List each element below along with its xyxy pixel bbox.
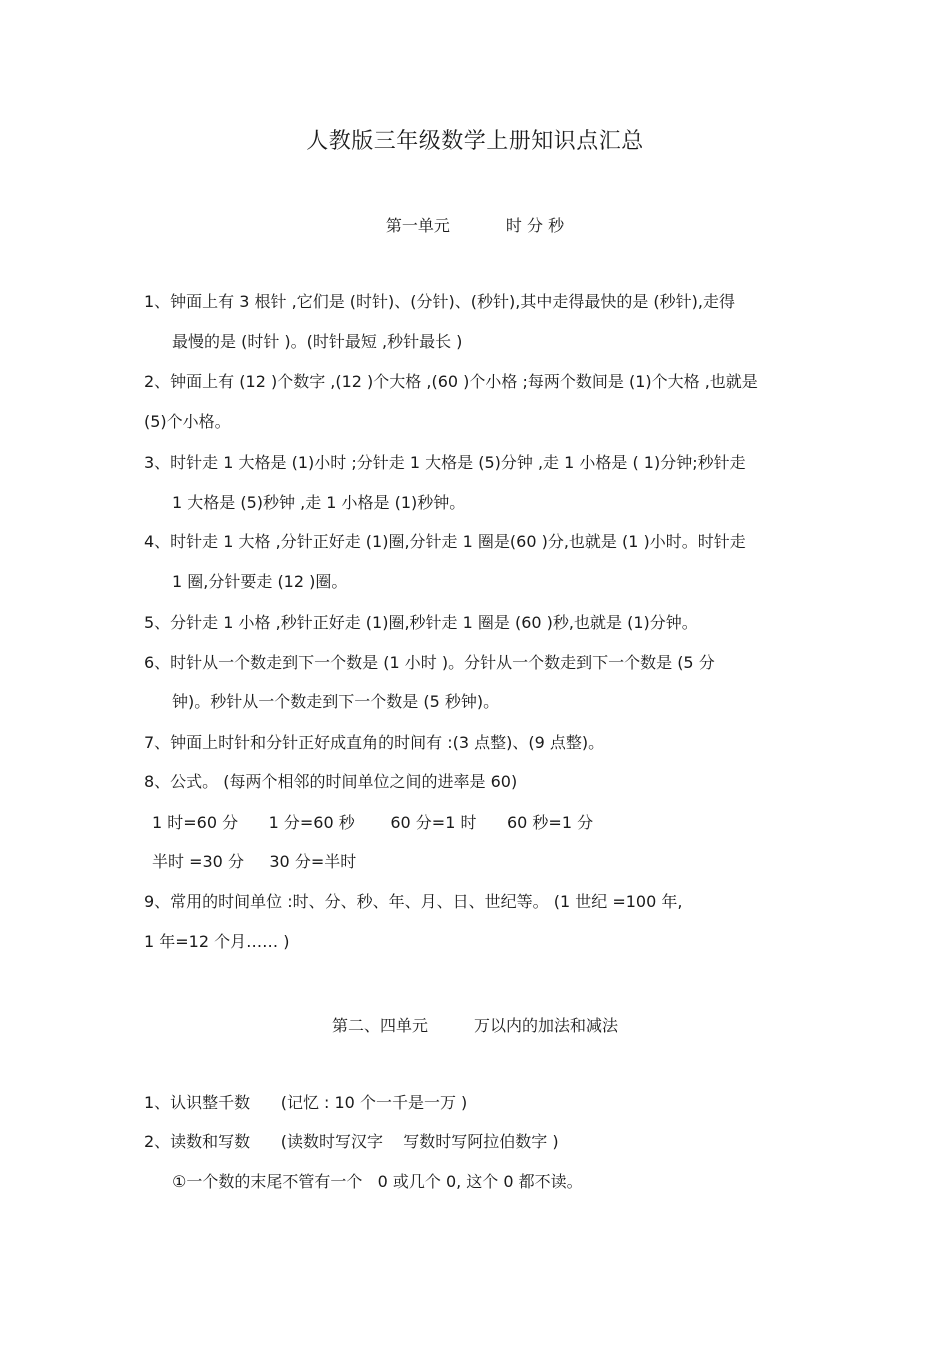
unit2-heading-number: 第二、四单元 bbox=[331, 1016, 428, 1035]
unit1-line: 1、钟面上有 3 根针 ,它们是 (时针)、(分针)、(秒针),其中走得最快的是 (秒针),走得 bbox=[144, 292, 735, 311]
unit2-line: 1、认识整千数 (记忆 : 10 个一千是一万 ) bbox=[144, 1093, 468, 1112]
unit1-formula-line: 半时 =30 分 30 分=半时 bbox=[152, 852, 357, 871]
unit1-line: 4、时针走 1 大格 ,分针正好走 (1)圈,分针走 1 圈是(60 )分,也就是 (1 )小时。时针走 bbox=[144, 532, 746, 551]
unit1-heading-topic: 时 分 秒 bbox=[505, 216, 565, 235]
unit1-line: 1 年=12 个月…… ) bbox=[144, 932, 290, 951]
unit1-line: 7、钟面上时针和分针正好成直角的时间有 :(3 点整)、(9 点整)。 bbox=[144, 733, 605, 752]
unit2-line: 2、读数和写数 (读数时写汉字 写数时写阿拉伯数字 ) bbox=[144, 1132, 559, 1151]
unit1-line: 9、常用的时间单位 :时、分、秒、年、月、日、世纪等。 (1 世纪 =100 年, bbox=[144, 892, 683, 911]
unit1-line: 1 圈,分针要走 (12 )圈。 bbox=[172, 572, 348, 591]
unit1-formula-line: 1 时=60 分 1 分=60 秒 60 分=1 时 60 秒=1 分 bbox=[152, 813, 594, 832]
unit2-heading-topic: 万以内的加法和减法 bbox=[474, 1016, 619, 1035]
unit1-heading-number: 第一单元 bbox=[385, 216, 450, 235]
unit1-heading bbox=[0, 213, 950, 236]
unit1-line: 2、钟面上有 (12 )个数字 ,(12 )个大格 ,(60 )个小格 ;每两个数间是 (1)个大格 ,也就是 bbox=[144, 372, 758, 391]
unit1-line: 1 大格是 (5)秒钟 ,走 1 小格是 (1)秒钟。 bbox=[172, 493, 466, 512]
unit2-heading bbox=[0, 1013, 950, 1036]
unit1-line: 最慢的是 (时针 )。(时针最短 ,秒针最长 ) bbox=[172, 332, 463, 351]
unit1-line: 8、公式。 (每两个相邻的时间单位之间的进率是 60) bbox=[144, 772, 518, 791]
unit1-line: 钟)。秒针从一个数走到下一个数是 (5 秒钟)。 bbox=[172, 692, 500, 711]
unit2-line: ①一个数的末尾不管有一个 0 或几个 0, 这个 0 都不读。 bbox=[172, 1172, 583, 1191]
unit1-line: 6、时针从一个数走到下一个数是 (1 小时 )。分针从一个数走到下一个数是 (5 分 bbox=[144, 653, 715, 672]
page-title: 人教版三年级数学上册知识点汇总 bbox=[306, 129, 644, 154]
unit1-line: 3、时针走 1 大格是 (1)小时 ;分针走 1 大格是 (5)分钟 ,走 1 小格是 ( 1)分钟;秒针走 bbox=[144, 453, 746, 472]
unit1-line: 5、分针走 1 小格 ,秒针正好走 (1)圈,秒针走 1 圈是 (60 )秒,也就是 (1)分钟。 bbox=[144, 613, 698, 632]
unit1-line: (5)个小格。 bbox=[144, 412, 231, 431]
